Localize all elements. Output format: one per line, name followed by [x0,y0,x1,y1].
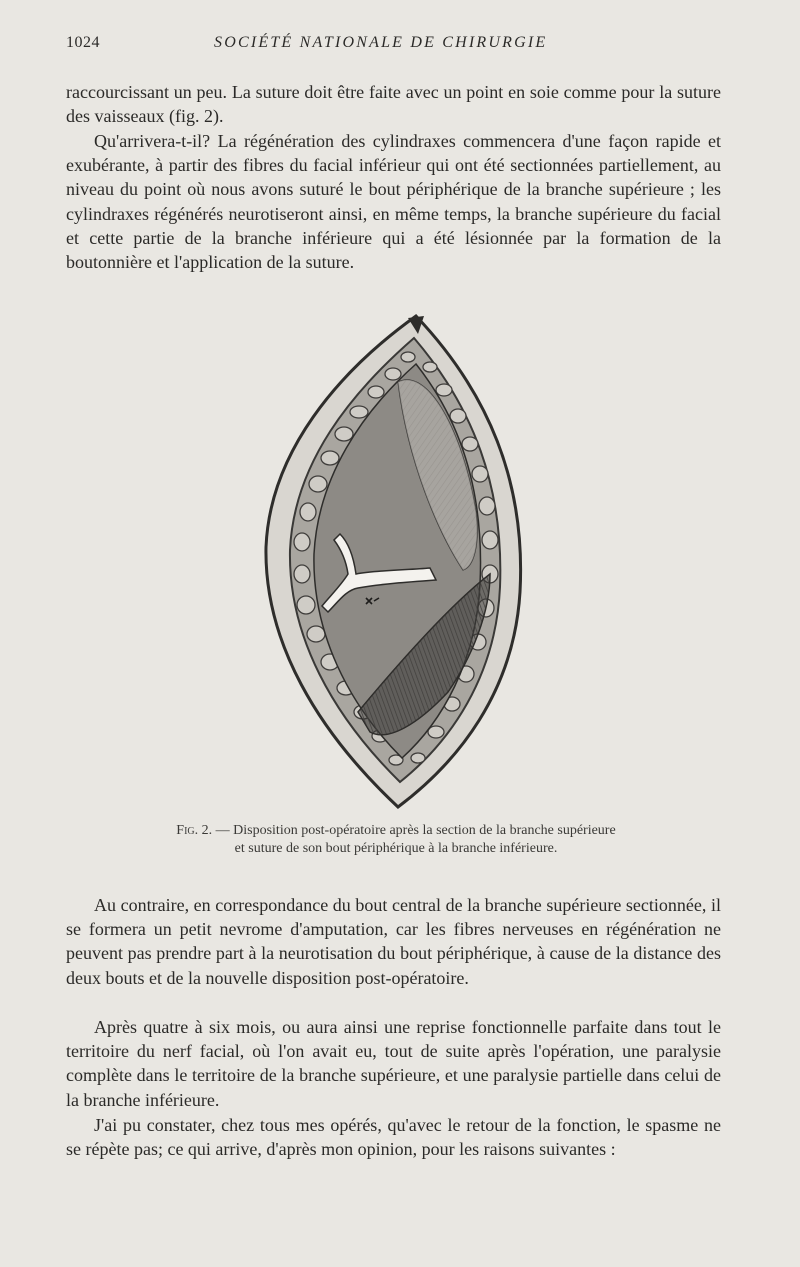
running-head: SOCIÉTÉ NATIONALE DE CHIRURGIE [214,34,548,51]
page-header [66,34,742,58]
caption-line-1 [86,822,706,840]
caption-line-2: et suture de son bout périphérique à la branche inférieure. [234,841,558,856]
paragraph-4: Après quatre à six mois, ou aura ainsi une reprise fonctionnelle parfaite dans tout le territoire du nerf facial, où l'on avait eu, tout de suite après l'opération, une paralysie complète dans le territoire de la branche supérieure, et une paralysie partielle dans celui de la branche inférieure. [66,1017,721,1110]
surgical-wound-illustration [258,312,528,812]
page-number: 1024 [66,34,100,51]
figure-caption [86,822,706,858]
paragraph-5: J'ai pu constater, chez tous mes opérés, qu'avec le retour de la fonction, le spasme ne se répète pas; ce qui arrive, d'après mon opinion, pour les raisons suivantes : [66,1115,721,1160]
caption-text-1: — Disposition post-opératoire après la section de la branche supérieure [212,823,616,838]
surgical-figure [258,312,528,812]
paragraph-1: raccourcissant un peu. La suture doit être faite avec un point en soie comme pour la suture des vaisseaux (fig. 2). [66,82,721,127]
paragraph-3: Au contraire, en correspondance du bout central de la branche supérieure sectionnée, il se formera un petit nevrome d'amputation, car les fibres nerveuses en régénération ne peuvent pas prendre part à la neurotisation du bout périphérique, à cause de la distance des deux bouts et de la nouvelle disposition post-opératoire. [66,895,721,988]
paragraph-2: Qu'arrivera-t-il? La régénération des cylindraxes commencera d'une façon rapide et exubérante, à partir des fibres du facial inférieur qui ont été sectionnées partiellement, au niveau du point où nous avons suturé le bout périphérique de la branche supérieure ; les cylindraxes régénérés neurotiseront ainsi, en même temps, la branche supérieure du facial et cette partie de la branche inférieure qui a été lésionnée par la formation de la boutonnière et l'application de la suture. [66,131,721,273]
figure-label: Fig. 2. [176,823,213,838]
